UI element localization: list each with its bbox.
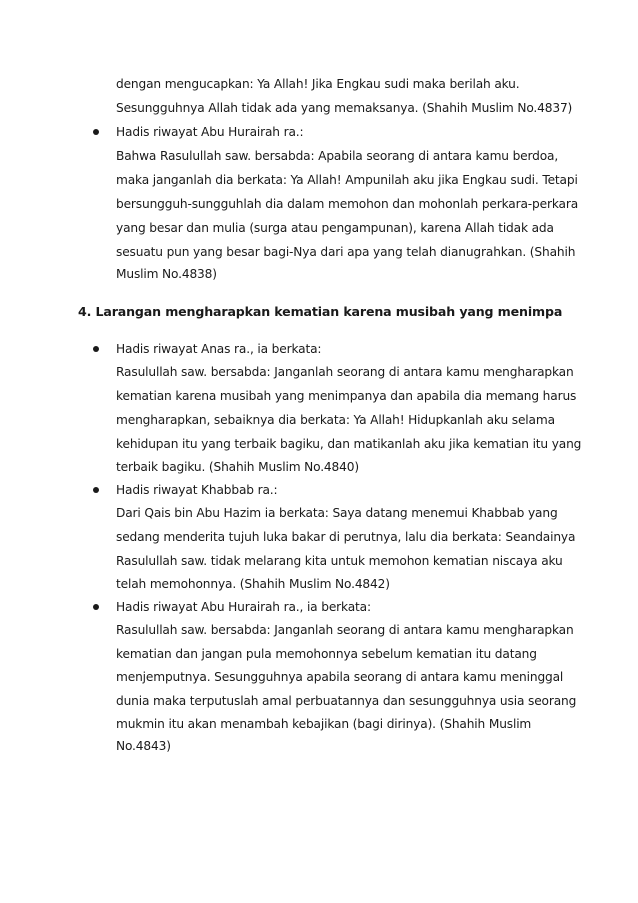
paragraph-line: dunia maka terputuslah amal perbuatannya dan sesungguhnya usia seorang xyxy=(116,694,577,708)
paragraph-line: kematian dan jangan pula memohonnya sebelum kematian itu datang xyxy=(116,647,537,661)
section-heading: 4. Larangan mengharapkan kematian karena musibah yang menimpa xyxy=(78,304,563,319)
list-item-title: Hadis riwayat Abu Hurairah ra., ia berkata: xyxy=(116,600,371,614)
paragraph-line: kehidupan itu yang terbaik bagiku, dan matikanlah aku jika kematian itu yang xyxy=(116,437,582,451)
bullet-icon xyxy=(93,346,99,352)
bullet-icon xyxy=(93,604,99,610)
paragraph-line: kematian karena musibah yang menimpanya dan apabila dia memang harus xyxy=(116,389,577,403)
paragraph-line: Muslim No.4838) xyxy=(116,267,217,281)
paragraph-line: maka janganlah dia berkata: Ya Allah! Ampunilah aku jika Engkau sudi. Tetapi xyxy=(116,173,578,187)
list-item-title: Hadis riwayat Anas ra., ia berkata: xyxy=(116,342,322,356)
paragraph-line: terbaik bagiku. (Shahih Muslim No.4840) xyxy=(116,460,359,474)
paragraph-line: sesuatu pun yang besar bagi-Nya dari apa yang telah dianugrahkan. (Shahih xyxy=(116,245,576,259)
list-item-title: Hadis riwayat Khabbab ra.: xyxy=(116,483,278,497)
bullet-icon xyxy=(93,129,99,135)
paragraph-line: telah memohonnya. (Shahih Muslim No.4842) xyxy=(116,577,390,591)
paragraph-line: sedang menderita tujuh luka bakar di perutnya, lalu dia berkata: Seandainya xyxy=(116,530,576,544)
paragraph-line: Dari Qais bin Abu Hazim ia berkata: Saya datang menemui Khabbab yang xyxy=(116,506,558,520)
paragraph-line: Sesungguhnya Allah tidak ada yang memaksanya. (Shahih Muslim No.4837) xyxy=(116,101,573,115)
paragraph-line: menjemputnya. Sesungguhnya apabila seorang di antara kamu meninggal xyxy=(116,670,564,684)
paragraph-line: Rasulullah saw. bersabda: Janganlah seorang di antara kamu mengharapkan xyxy=(116,365,574,379)
paragraph-line: Bahwa Rasulullah saw. bersabda: Apabila seorang di antara kamu berdoa, xyxy=(116,149,559,163)
paragraph-line: dengan mengucapkan: Ya Allah! Jika Engkau sudi maka berilah aku. xyxy=(116,77,520,91)
paragraph-line: No.4843) xyxy=(116,739,171,753)
paragraph-line: mukmin itu akan menambah kebajikan (bagi dirinya). (Shahih Muslim xyxy=(116,717,532,731)
paragraph-line: mengharapkan, sebaiknya dia berkata: Ya Allah! Hidupkanlah aku selama xyxy=(116,413,555,427)
paragraph-line: bersungguh-sungguhlah dia dalam memohon dan mohonlah perkara-perkara xyxy=(116,197,579,211)
list-item-title: Hadis riwayat Abu Hurairah ra.: xyxy=(116,125,304,139)
paragraph-line: Rasulullah saw. bersabda: Janganlah seorang di antara kamu mengharapkan xyxy=(116,623,574,637)
paragraph-line: Rasulullah saw. tidak melarang kita untuk memohon kematian niscaya aku xyxy=(116,554,563,568)
paragraph-line: yang besar dan mulia (surga atau pengampunan), karena Allah tidak ada xyxy=(116,221,554,235)
bullet-icon xyxy=(93,487,99,493)
